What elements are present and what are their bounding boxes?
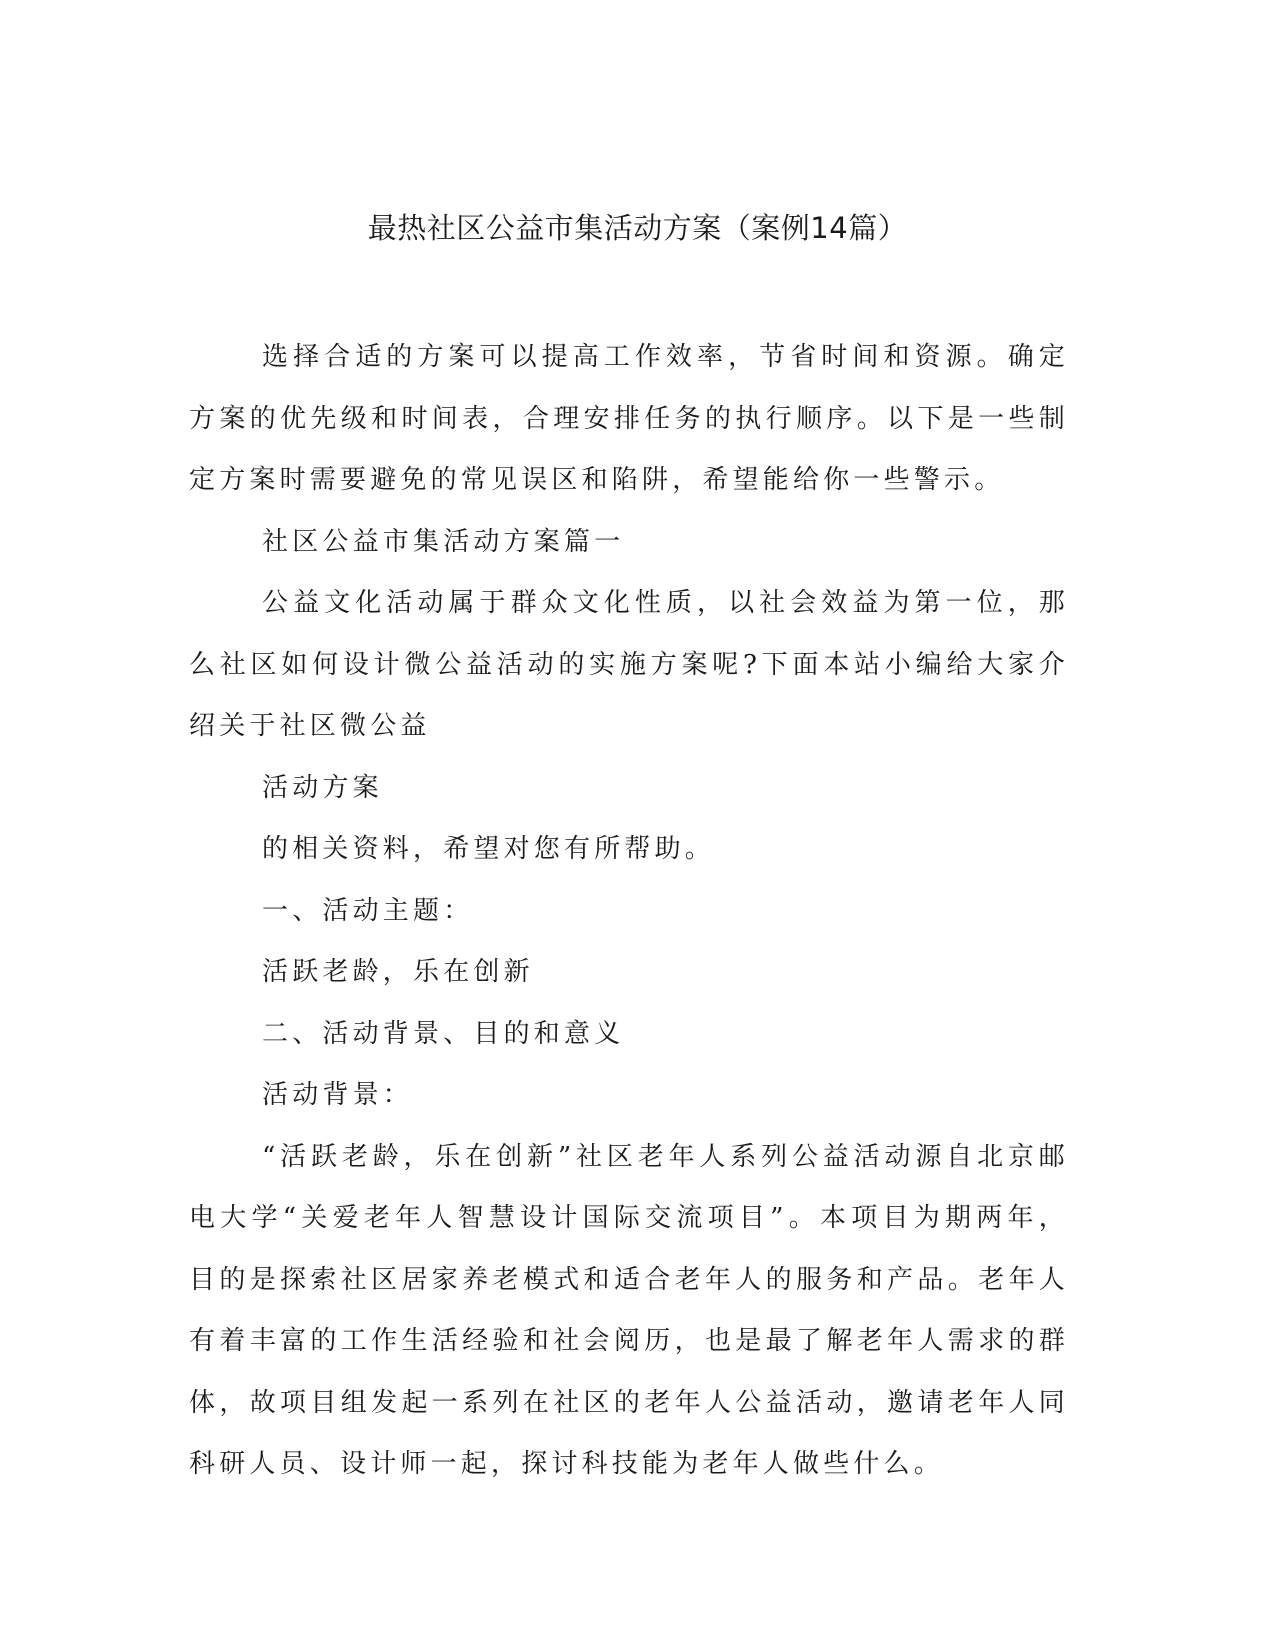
document-title: 最热社区公益市集活动方案（案例14篇） bbox=[367, 211, 908, 245]
section-heading-background: 二、活动背景、目的和意义 bbox=[262, 1018, 625, 1049]
body-paragraph: 的相关资料，希望对您有所帮助。 bbox=[262, 834, 716, 864]
document-body bbox=[189, 327, 1069, 1496]
subheading-background: 活动背景： bbox=[262, 1080, 414, 1110]
section-heading-part-one: 社区公益市集活动方案篇一 bbox=[262, 526, 625, 557]
theme-text: 活跃老龄，乐在创新 bbox=[262, 957, 534, 987]
section-heading-theme: 一、活动主题： bbox=[262, 895, 474, 926]
body-paragraph: 公益文化活动属于群众文化性质，以社会效益为第一位，那么社区如何设计微公益活动的实施方案呢?下面本站小编给大家介绍关于社区微公益 bbox=[189, 588, 1069, 741]
intro-paragraph: 选择合适的方案可以提高工作效率，节省时间和资源。确定方案的优先级和时间表，合理安排任务的执行顺序。以下是一些制定方案时需要避免的常见误区和陷阱，希望能给你一些警示。 bbox=[189, 342, 1069, 495]
background-paragraph: “活跃老龄，乐在创新”社区老年人系列公益活动源自北京邮电大学“关爱老年人智慧设计国际交流项目”。本项目为期两年，目的是探索社区居家养老模式和适合老年人的服务和产品。老年人有着丰富的工作生活经验和社会阅历，也是最了解老年人需求的群体，故项目组发起一系列在社区的老年人公益活动，邀请老年人同科研人员、设计师一起，探讨科技能为老年人做些什么。 bbox=[189, 1141, 1069, 1479]
body-paragraph: 活动方案 bbox=[262, 772, 383, 803]
